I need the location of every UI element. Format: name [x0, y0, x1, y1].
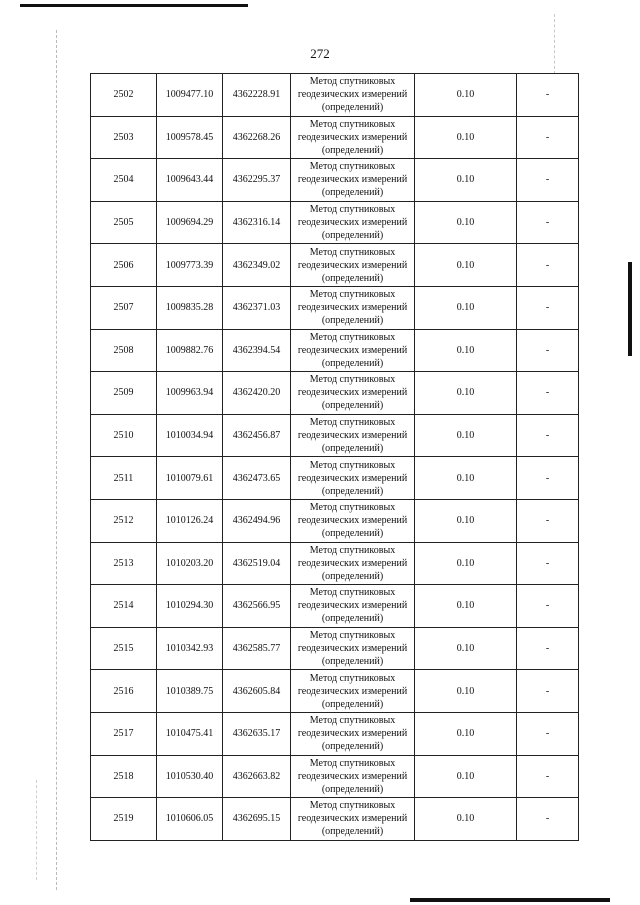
method-cell	[291, 329, 415, 372]
method-text-line: (определений)	[321, 187, 384, 199]
point-number-cell: 2505	[91, 201, 157, 244]
table-row	[91, 542, 579, 585]
x-coordinate-cell: 1010389.75	[157, 670, 223, 713]
description-cell: -	[517, 74, 579, 117]
method-text-line: Метод спутниковых	[309, 331, 396, 343]
point-number-cell: 2517	[91, 712, 157, 755]
point-number-cell: 2515	[91, 627, 157, 670]
point-number-cell: 2503	[91, 116, 157, 159]
method-cell	[291, 74, 415, 117]
point-number-cell: 2512	[91, 499, 157, 542]
x-coordinate-cell: 1010203.20	[157, 542, 223, 585]
method-cell	[291, 712, 415, 755]
table-row	[91, 712, 579, 755]
y-coordinate-cell: 4362663.82	[223, 755, 291, 798]
description-cell: -	[517, 712, 579, 755]
accuracy-cell: 0.10	[415, 286, 517, 329]
accuracy-cell: 0.10	[415, 201, 517, 244]
description-cell: -	[517, 798, 579, 841]
x-coordinate-cell: 1009694.29	[157, 201, 223, 244]
scan-border-top	[20, 4, 248, 7]
x-coordinate-cell: 1009578.45	[157, 116, 223, 159]
description-cell: -	[517, 372, 579, 415]
point-number-cell: 2502	[91, 74, 157, 117]
method-text-line: геодезических измерений	[297, 344, 408, 356]
x-coordinate-cell: 1010034.94	[157, 414, 223, 457]
method-cell	[291, 457, 415, 500]
x-coordinate-cell: 1009882.76	[157, 329, 223, 372]
y-coordinate-cell: 4362695.15	[223, 798, 291, 841]
method-cell	[291, 542, 415, 585]
method-text-line: (определений)	[321, 485, 384, 497]
table-row	[91, 585, 579, 628]
method-cell	[291, 670, 415, 713]
scan-artifact-left	[56, 30, 57, 890]
y-coordinate-cell: 4362473.65	[223, 457, 291, 500]
accuracy-cell: 0.10	[415, 159, 517, 202]
accuracy-cell: 0.10	[415, 457, 517, 500]
method-cell	[291, 499, 415, 542]
method-text-line: Метод спутниковых	[309, 715, 396, 727]
method-cell	[291, 244, 415, 287]
method-cell	[291, 159, 415, 202]
table-row	[91, 499, 579, 542]
point-number-cell: 2511	[91, 457, 157, 500]
method-cell	[291, 585, 415, 628]
y-coordinate-cell: 4362316.14	[223, 201, 291, 244]
x-coordinate-cell: 1010342.93	[157, 627, 223, 670]
accuracy-cell: 0.10	[415, 372, 517, 415]
method-cell	[291, 414, 415, 457]
method-text-line: Метод спутниковых	[309, 672, 396, 684]
description-cell: -	[517, 201, 579, 244]
method-text-line: Метод спутниковых	[309, 76, 396, 88]
method-text-line: Метод спутниковых	[309, 544, 396, 556]
method-text-line: Метод спутниковых	[309, 417, 396, 429]
y-coordinate-cell: 4362456.87	[223, 414, 291, 457]
y-coordinate-cell: 4362519.04	[223, 542, 291, 585]
method-text-line: геодезических измерений	[297, 770, 408, 782]
y-coordinate-cell: 4362635.17	[223, 712, 291, 755]
method-text-line: геодезических измерений	[297, 813, 408, 825]
y-coordinate-cell: 4362605.84	[223, 670, 291, 713]
method-text-line: (определений)	[321, 570, 384, 582]
method-text-line: Метод спутниковых	[309, 246, 396, 258]
method-cell	[291, 372, 415, 415]
method-text-line: (определений)	[321, 102, 384, 114]
point-number-cell: 2506	[91, 244, 157, 287]
method-text-line: (определений)	[321, 826, 384, 838]
table-row	[91, 457, 579, 500]
accuracy-cell: 0.10	[415, 712, 517, 755]
description-cell: -	[517, 414, 579, 457]
accuracy-cell: 0.10	[415, 627, 517, 670]
method-cell	[291, 201, 415, 244]
method-text-line: Метод спутниковых	[309, 757, 396, 769]
method-text-line: Метод спутниковых	[309, 374, 396, 386]
table-row	[91, 372, 579, 415]
method-text-line: геодезических измерений	[297, 259, 408, 271]
description-cell: -	[517, 159, 579, 202]
method-text-line: (определений)	[321, 783, 384, 795]
description-cell: -	[517, 627, 579, 670]
x-coordinate-cell: 1010530.40	[157, 755, 223, 798]
scan-border-right	[628, 262, 632, 356]
method-cell	[291, 286, 415, 329]
page-number: 272	[310, 46, 330, 61]
accuracy-cell: 0.10	[415, 244, 517, 287]
table-row	[91, 244, 579, 287]
point-number-cell: 2507	[91, 286, 157, 329]
accuracy-cell: 0.10	[415, 116, 517, 159]
method-text-line: Метод спутниковых	[309, 161, 396, 173]
method-text-line: (определений)	[321, 741, 384, 753]
scan-border-bottom	[410, 898, 610, 902]
accuracy-cell: 0.10	[415, 670, 517, 713]
point-number-cell: 2508	[91, 329, 157, 372]
method-text-line: Метод спутниковых	[309, 630, 396, 642]
method-text-line: геодезических измерений	[297, 174, 408, 186]
table-row	[91, 798, 579, 841]
point-number-cell: 2509	[91, 372, 157, 415]
description-cell: -	[517, 670, 579, 713]
x-coordinate-cell: 1010475.41	[157, 712, 223, 755]
scan-artifact-left-lower	[36, 780, 37, 880]
description-cell: -	[517, 329, 579, 372]
method-text-line: Метод спутниковых	[309, 587, 396, 599]
point-number-cell: 2516	[91, 670, 157, 713]
method-text-line: геодезических измерений	[297, 302, 408, 314]
method-text-line: Метод спутниковых	[309, 502, 396, 514]
y-coordinate-cell: 4362371.03	[223, 286, 291, 329]
method-text-line: геодезических измерений	[297, 600, 408, 612]
y-coordinate-cell: 4362295.37	[223, 159, 291, 202]
description-cell: -	[517, 585, 579, 628]
table-row	[91, 159, 579, 202]
point-number-cell: 2504	[91, 159, 157, 202]
method-text-line: геодезических измерений	[297, 557, 408, 569]
table-row	[91, 201, 579, 244]
method-cell	[291, 627, 415, 670]
x-coordinate-cell: 1010294.30	[157, 585, 223, 628]
method-cell	[291, 798, 415, 841]
method-text-line: геодезических измерений	[297, 131, 408, 143]
method-text-line: (определений)	[321, 400, 384, 412]
method-text-line: геодезических измерений	[297, 685, 408, 697]
coordinates-table	[90, 73, 579, 841]
point-number-cell: 2513	[91, 542, 157, 585]
method-text-line: геодезических измерений	[297, 515, 408, 527]
method-text-line: (определений)	[321, 315, 384, 327]
x-coordinate-cell: 1010606.05	[157, 798, 223, 841]
point-number-cell: 2518	[91, 755, 157, 798]
point-number-cell: 2514	[91, 585, 157, 628]
table-row	[91, 414, 579, 457]
x-coordinate-cell: 1010126.24	[157, 499, 223, 542]
method-text-line: (определений)	[321, 613, 384, 625]
method-cell	[291, 755, 415, 798]
accuracy-cell: 0.10	[415, 329, 517, 372]
method-text-line: (определений)	[321, 656, 384, 668]
point-number-cell: 2519	[91, 798, 157, 841]
method-text-line: геодезических измерений	[297, 89, 408, 101]
y-coordinate-cell: 4362349.02	[223, 244, 291, 287]
description-cell: -	[517, 755, 579, 798]
description-cell: -	[517, 286, 579, 329]
method-text-line: геодезических измерений	[297, 643, 408, 655]
accuracy-cell: 0.10	[415, 542, 517, 585]
y-coordinate-cell: 4362268.26	[223, 116, 291, 159]
x-coordinate-cell: 1009477.10	[157, 74, 223, 117]
scan-artifact-right	[554, 14, 555, 74]
description-cell: -	[517, 499, 579, 542]
method-text-line: Метод спутниковых	[309, 118, 396, 130]
description-cell: -	[517, 542, 579, 585]
method-text-line: Метод спутниковых	[309, 204, 396, 216]
method-text-line: геодезических измерений	[297, 472, 408, 484]
x-coordinate-cell: 1010079.61	[157, 457, 223, 500]
description-cell: -	[517, 244, 579, 287]
description-cell: -	[517, 457, 579, 500]
y-coordinate-cell: 4362420.20	[223, 372, 291, 415]
accuracy-cell: 0.10	[415, 414, 517, 457]
x-coordinate-cell: 1009963.94	[157, 372, 223, 415]
x-coordinate-cell: 1009773.39	[157, 244, 223, 287]
accuracy-cell: 0.10	[415, 74, 517, 117]
accuracy-cell: 0.10	[415, 499, 517, 542]
y-coordinate-cell: 4362228.91	[223, 74, 291, 117]
accuracy-cell: 0.10	[415, 755, 517, 798]
method-text-line: геодезических измерений	[297, 217, 408, 229]
method-text-line: Метод спутниковых	[309, 289, 396, 301]
method-text-line: Метод спутниковых	[309, 800, 396, 812]
y-coordinate-cell: 4362585.77	[223, 627, 291, 670]
accuracy-cell: 0.10	[415, 585, 517, 628]
x-coordinate-cell: 1009835.28	[157, 286, 223, 329]
point-number-cell: 2510	[91, 414, 157, 457]
method-text-line: геодезических измерений	[297, 430, 408, 442]
method-text-line: (определений)	[321, 230, 384, 242]
table-row	[91, 755, 579, 798]
table-row	[91, 116, 579, 159]
x-coordinate-cell: 1009643.44	[157, 159, 223, 202]
method-text-line: (определений)	[321, 357, 384, 369]
method-text-line: (определений)	[321, 443, 384, 455]
method-text-line: (определений)	[321, 272, 384, 284]
table-row	[91, 627, 579, 670]
method-text-line: (определений)	[321, 698, 384, 710]
method-text-line: геодезических измерений	[297, 387, 408, 399]
accuracy-cell: 0.10	[415, 798, 517, 841]
description-cell: -	[517, 116, 579, 159]
table-row	[91, 286, 579, 329]
method-text-line: (определений)	[321, 528, 384, 540]
y-coordinate-cell: 4362494.96	[223, 499, 291, 542]
y-coordinate-cell: 4362394.54	[223, 329, 291, 372]
method-text-line: Метод спутниковых	[309, 459, 396, 471]
table-row	[91, 670, 579, 713]
table-row	[91, 329, 579, 372]
y-coordinate-cell: 4362566.95	[223, 585, 291, 628]
method-cell	[291, 116, 415, 159]
method-text-line: (определений)	[321, 144, 384, 156]
method-text-line: геодезических измерений	[297, 728, 408, 740]
table-row	[91, 74, 579, 117]
